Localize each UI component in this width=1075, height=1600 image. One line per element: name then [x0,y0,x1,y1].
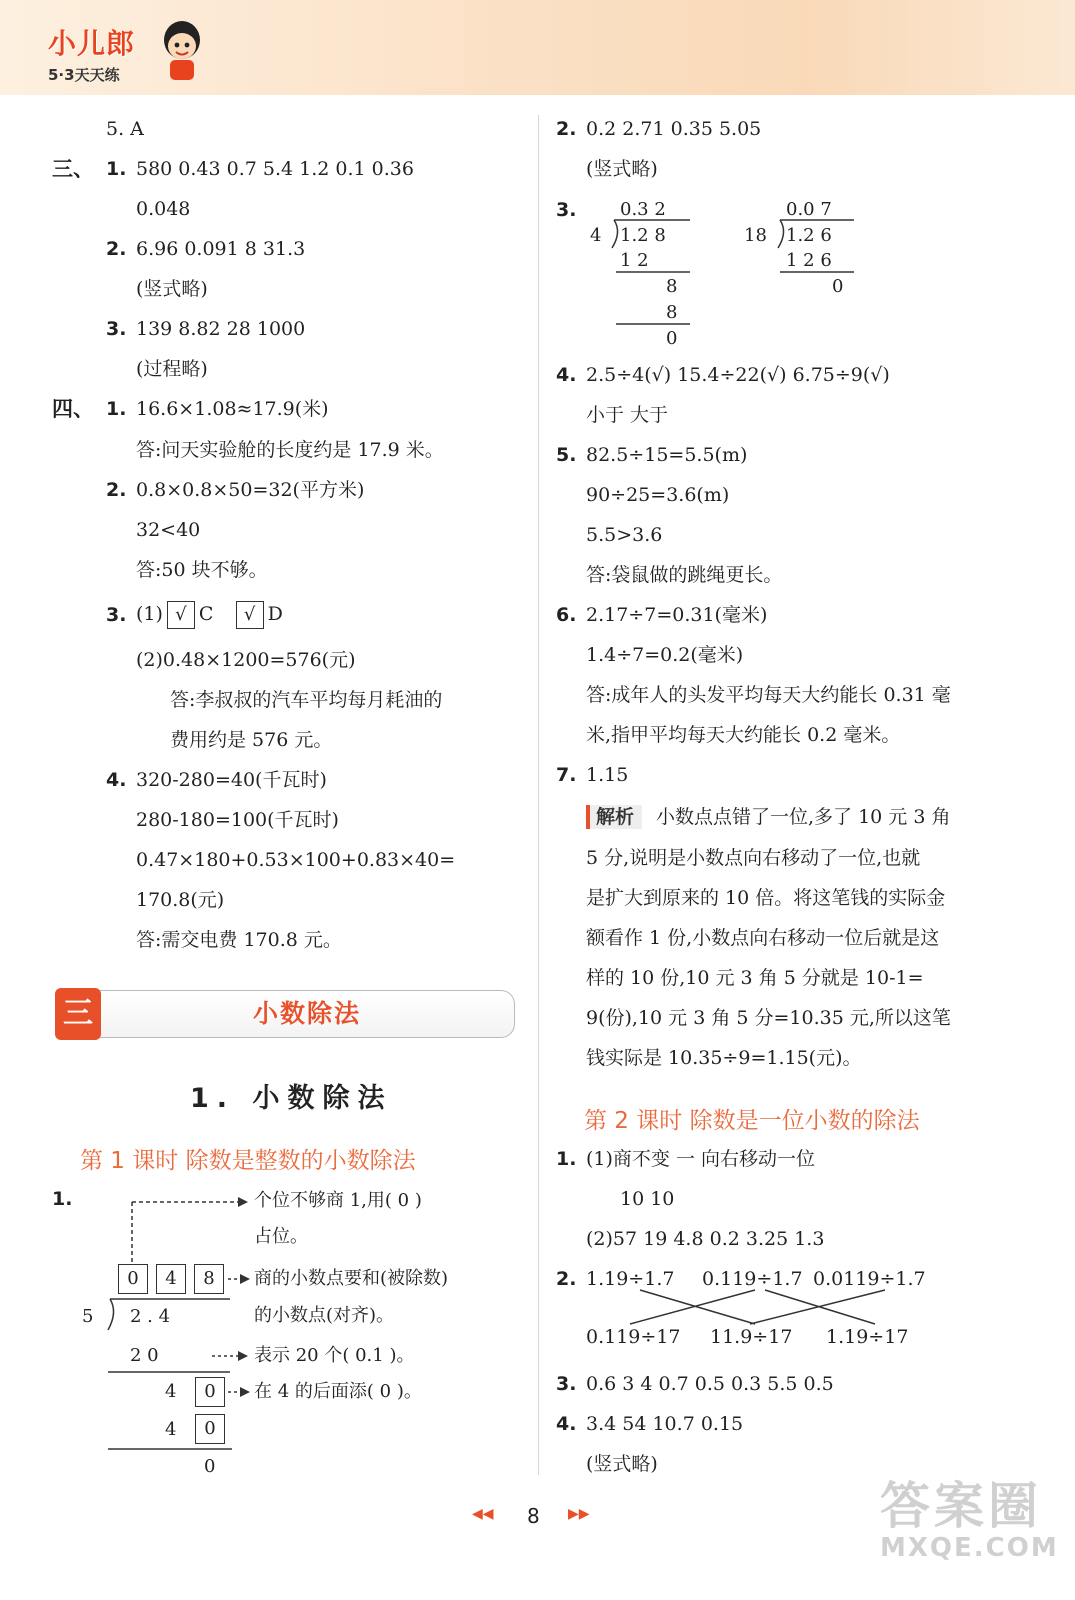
brand-series: 5·3天天练 [48,66,120,84]
divisor: 5 [82,1306,94,1327]
answer-line: 米,指甲平均每天大约能长 0.2 毫米。 [586,724,901,746]
chapter-number: 三 [55,988,101,1040]
match-expression: 1.19÷1.7 [586,1268,675,1290]
section-label: 三、 [52,157,94,181]
partial-product: 8 [666,302,678,323]
answer-line: 0.47×180+0.53×100+0.83×40= [136,849,456,871]
chapter-title: 小数除法 [252,999,361,1028]
lesson-title: 第 1 课时 除数是整数的小数除法 [80,1148,416,1174]
answer-line: 1.15 [586,764,629,786]
quotient-digit: 8 [194,1264,224,1294]
answer-line: 费用约是 576 元。 [170,729,333,751]
answer-line: 139 8.82 28 1000 [136,318,306,340]
dividend: 1.2 6 [786,225,832,246]
answer-line: 答:成年人的头发平均每天大约能长 0.31 毫 [586,684,951,706]
sub-label: (1) [136,603,163,625]
answer-line: 3.4 54 10.7 0.15 [586,1413,744,1435]
answer-line: 0.2 2.71 0.35 5.05 [586,118,762,140]
page-number: 8 [527,1504,540,1528]
matching-lines [540,1280,960,1330]
answer-line: 答:李叔叔的汽车平均每月耗油的 [170,689,443,711]
answer-line: 280-180=100(千瓦时) [136,809,339,831]
partial-product: 1 2 6 [786,250,832,271]
answer-line: 小于 大于 [586,404,669,426]
answer-line: 16.6×1.08≈17.9(米) [136,398,329,420]
answer-line: (竖式略) [586,158,658,180]
item-number: 4. [556,364,577,386]
answer-line: 5.5>3.6 [586,524,663,546]
item-number: 1. [556,1148,577,1170]
remainder-digit: 4 [165,1381,177,1402]
answer-line: 0.048 [136,198,191,220]
item-number: 3. [556,199,577,221]
section-label: 四、 [52,397,94,421]
lesson-title: 第 2 课时 除数是一位小数的除法 [584,1108,920,1134]
answer-line: 2.5÷4(√) 15.4÷22(√) 6.75÷9(√) [586,364,890,386]
dividend: 2 . 4 [130,1306,171,1327]
analysis-line: 是扩大到原来的 10 倍。将这笔钱的实际金 [586,887,946,909]
choice-letter: C [198,603,214,625]
answer-line: 90÷25=3.6(m) [586,484,730,506]
item-number: 6. [556,604,577,626]
analysis-tag: 解析 [586,805,642,829]
item-number: 2. [106,479,127,501]
item-number: 1. [106,398,127,420]
annotation: 商的小数点要和(被除数) [254,1268,449,1289]
item-number: 1. [52,1188,73,1210]
answer-line: 0.8×0.8×50=32(平方米) [136,479,365,501]
analysis-line: 钱实际是 10.35÷9=1.15(元)。 [586,1047,862,1069]
annotation: 在 4 的后面添( 0 )。 [254,1381,422,1402]
answer-line: 答:需交电费 170.8 元。 [136,929,342,951]
unit-title: 1. 小数除法 [190,1083,393,1114]
annotation: 占位。 [254,1226,308,1247]
match-expression: 0.119÷17 [586,1326,681,1348]
divisor: 4 [590,225,602,246]
answer-line: 2.17÷7=0.31(毫米) [586,604,768,626]
answer-line: (竖式略) [586,1453,658,1475]
item-number: 3. [556,1373,577,1395]
analysis-line: 样的 10 份,10 元 3 角 5 分就是 10-1= [586,967,924,989]
item-number: 7. [556,764,577,786]
quotient-digit: 4 [156,1264,186,1294]
item-number: 3. [106,604,127,626]
partial-product: 4 [165,1419,177,1440]
next-page-arrows[interactable]: ▶▶ [568,1506,590,1522]
partial-product: 1 2 [620,250,649,271]
final-remainder: 0 [666,328,678,349]
answer-line: 答:问天实验舱的长度约是 17.9 米。 [136,439,444,461]
watermark-text: 答案圈 [880,1477,1042,1535]
analysis-line: 9(份),10 元 3 角 5 分=10.35 元,所以这笔 [586,1007,951,1029]
item-number: 2. [556,118,577,140]
annotation: 个位不够商 1,用( 0 ) [254,1190,422,1211]
analysis-line [586,805,950,829]
match-expression: 0.119÷1.7 [702,1268,803,1290]
final-remainder: 0 [832,276,844,297]
final-remainder: 0 [204,1456,216,1477]
item-number: 4. [106,769,127,791]
watermark-url: MXQE.COM [880,1533,1059,1563]
prev-page-arrows[interactable]: ◀◀ [472,1506,494,1522]
answer-line: 32<40 [136,519,201,541]
answer-line: 5. A [106,118,144,140]
answer-line: 0.6 3 4 0.7 0.5 0.3 5.5 0.5 [586,1373,834,1395]
answer-line: 6.96 0.091 8 31.3 [136,238,306,260]
item-number: 4. [556,1413,577,1435]
item-number: 2. [106,238,127,260]
analysis-line: 5 分,说明是小数点向右移动了一位,也就 [586,847,921,869]
answer-line: 1.4÷7=0.2(毫米) [586,644,744,666]
answer-line: 答:50 块不够。 [136,559,268,581]
item-number: 5. [556,444,577,466]
answer-line: 320-280=40(千瓦时) [136,769,327,791]
brand-name: 小儿郎 [48,27,136,60]
annotation: 表示 20 个( 0.1 )。 [254,1345,415,1366]
answer-line: (2)0.48×1200=576(元) [136,649,356,671]
remainder: 8 [666,276,678,297]
match-expression: 1.19÷17 [826,1326,909,1348]
quotient: 0.3 2 [620,199,666,220]
answer-line: (1)商不变 一 向右移动一位 [586,1148,815,1170]
answer-line: 580 0.43 0.7 5.4 1.2 0.1 0.36 [136,158,414,180]
partial-product: 2 0 [130,1345,159,1366]
quotient-digit: 0 [118,1264,148,1294]
partial-zero-box: 0 [195,1414,225,1444]
analysis-line: 额看作 1 份,小数点向右移动一位后就是这 [586,927,940,949]
answer-line: (过程略) [136,358,208,380]
annotation: 的小数点(对齐)。 [254,1305,395,1326]
item-number: 1. [106,158,127,180]
item-number: 3. [106,318,127,340]
answer-line: (竖式略) [136,278,208,300]
answer-line: 170.8(元) [136,889,225,911]
added-zero-box: 0 [195,1377,225,1407]
divisor: 18 [744,225,767,246]
item-number: 2. [556,1268,577,1290]
answer-line: 10 10 [620,1188,675,1210]
answer-line: 82.5÷15=5.5(m) [586,444,748,466]
quotient: 0.0 7 [786,199,832,220]
match-expression: 0.0119÷1.7 [813,1268,926,1290]
check-box: √ [167,601,195,629]
analysis-text: 小数点点错了一位,多了 10 元 3 角 [656,806,951,828]
answer-line: 答:袋鼠做的跳绳更长。 [586,564,783,586]
choice-letter: D [267,603,283,625]
watermark [880,1478,1059,1562]
match-expression: 11.9÷17 [710,1326,793,1348]
dividend: 1.2 8 [620,225,666,246]
check-box: √ [236,601,264,629]
answer-line: (2)57 19 4.8 0.2 3.25 1.3 [586,1228,825,1250]
